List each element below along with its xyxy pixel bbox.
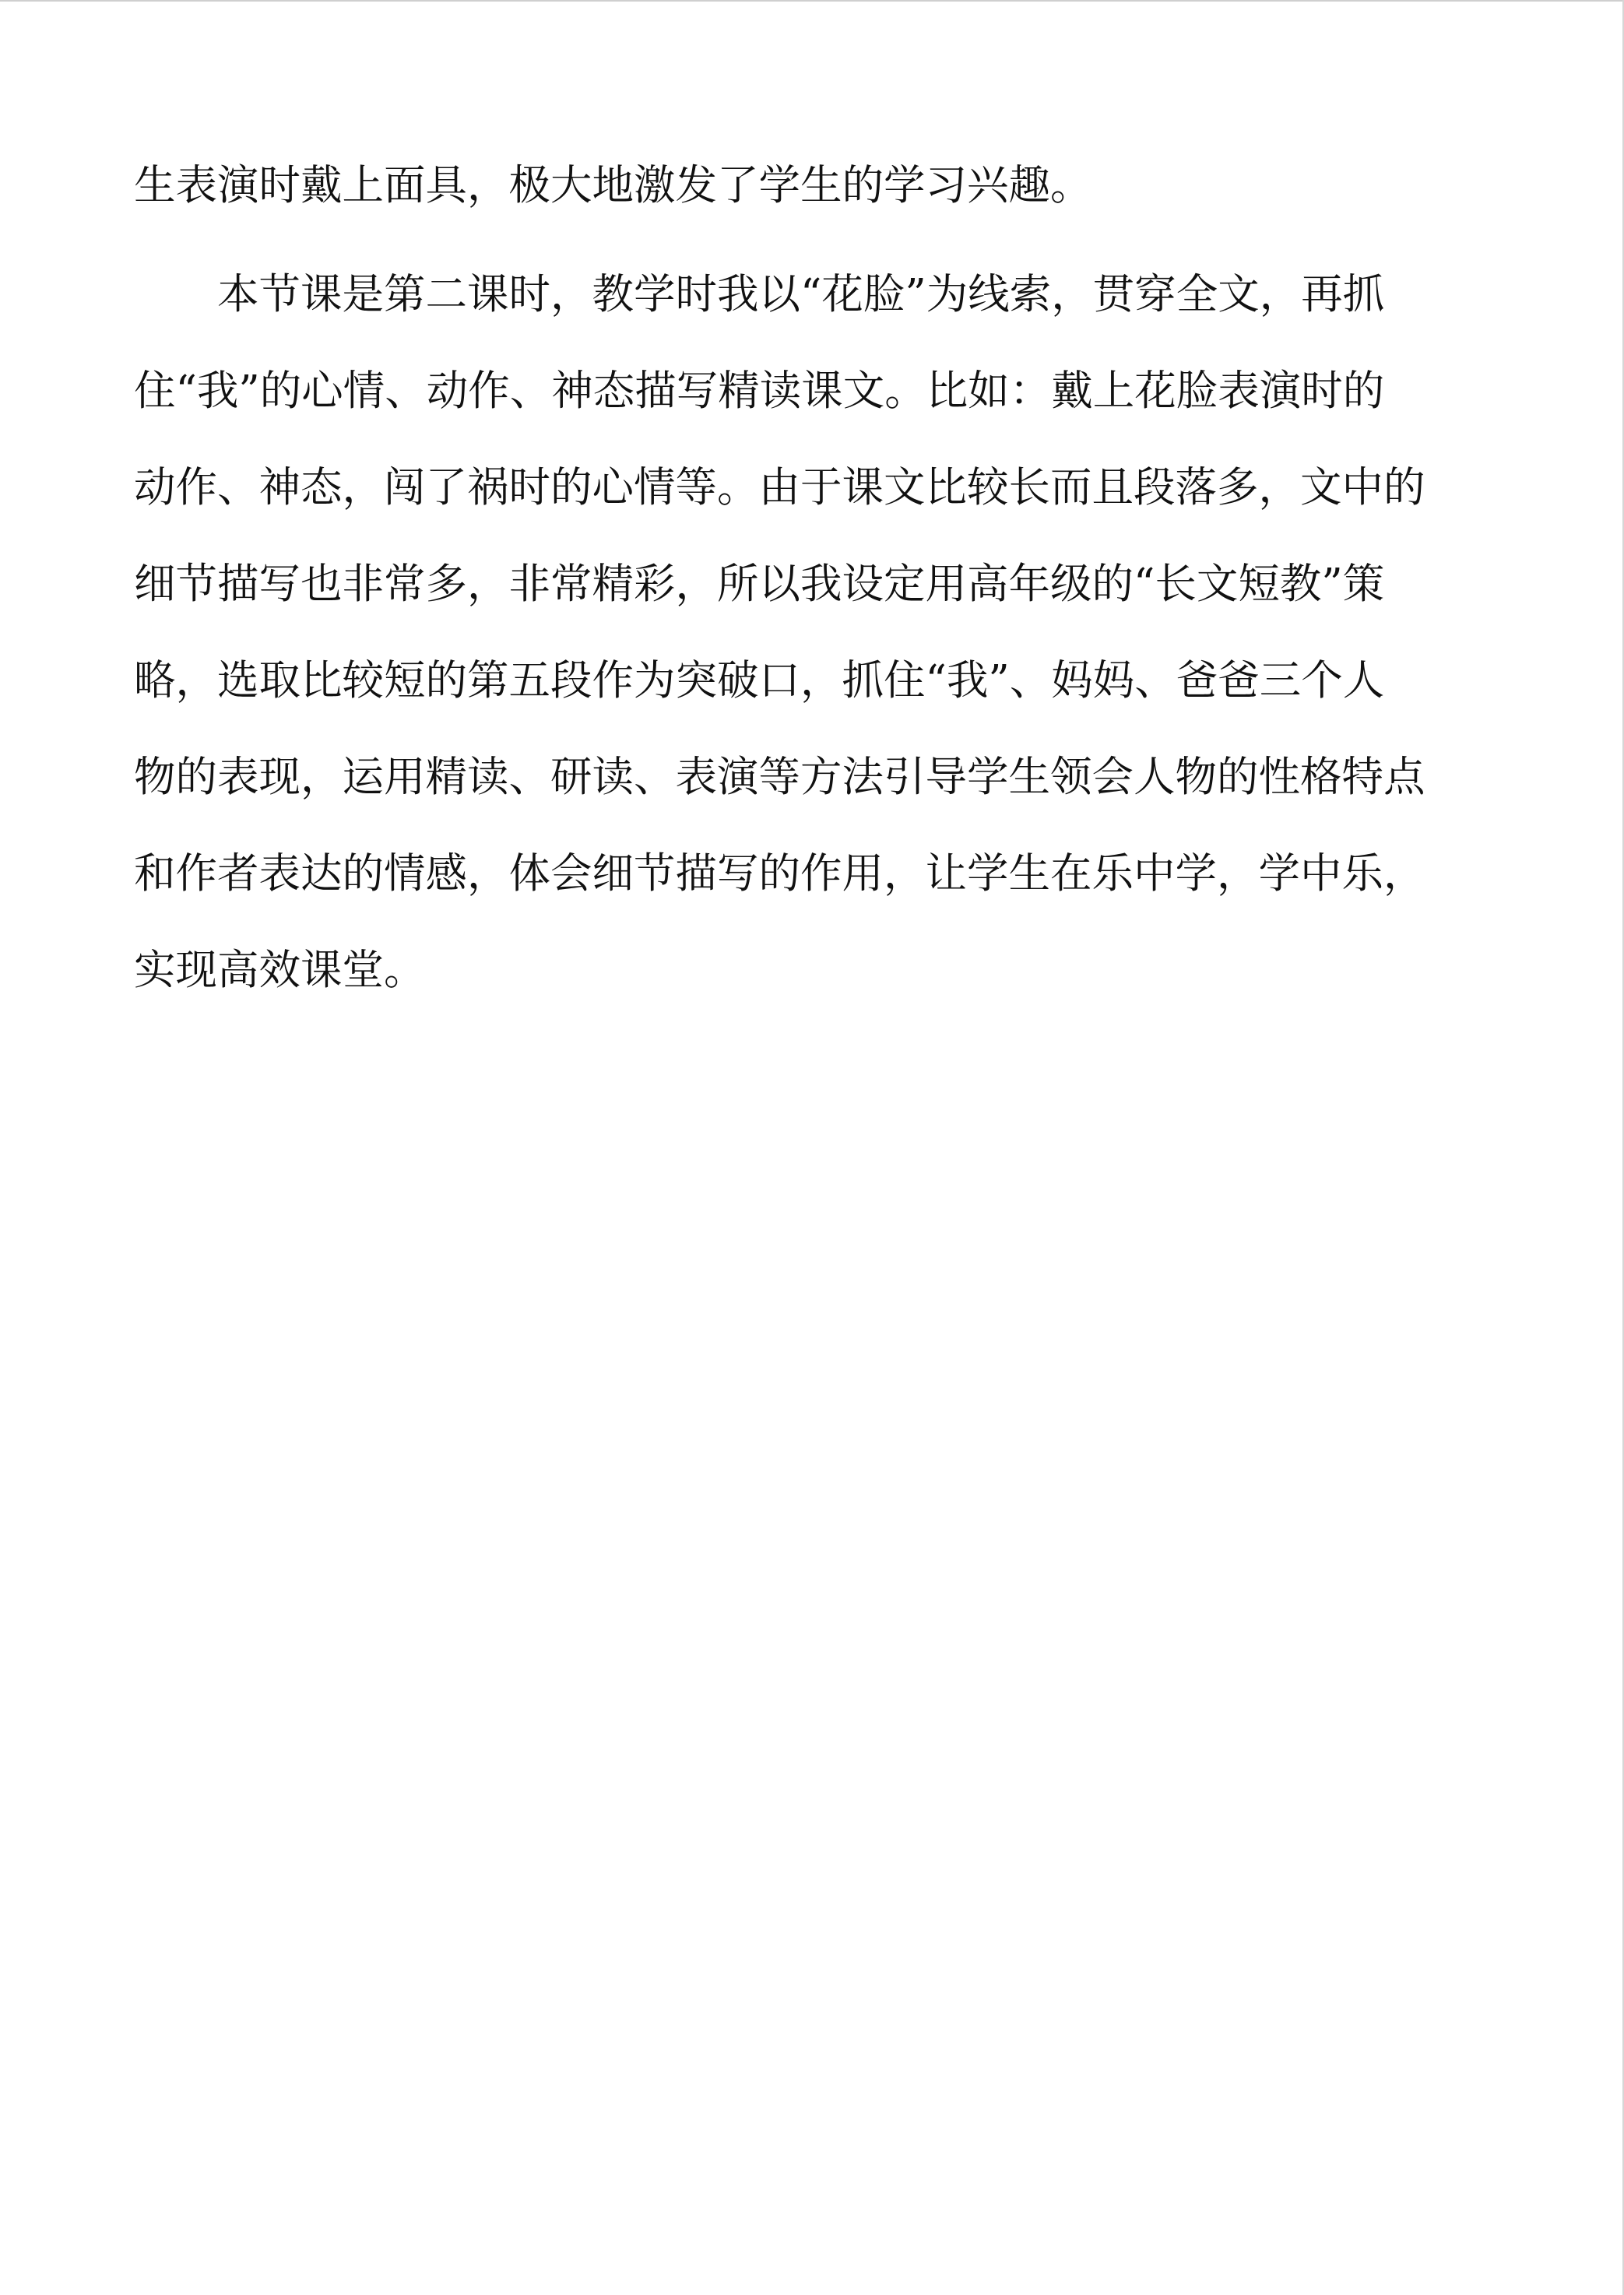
paragraph-2-line-6: 物的表现，运用精读、研读、表演等方法引导学生领会人物的性格特点 — [134, 752, 1425, 801]
body-text — [134, 152, 1484, 1033]
paragraph-2-line-1: 本节课是第二课时，教学时我以“花脸”为线索，贯穿全文，再抓 — [217, 269, 1385, 318]
paragraph-2-line-2: 住“我”的心情、动作、神态描写精读课文。比如：戴上花脸表演时的 — [134, 366, 1385, 415]
page-top-border — [0, 0, 1624, 2]
paragraph-2-line-4: 细节描写也非常多，非常精彩，所以我设定用高年级的“长文短教”策 — [134, 559, 1385, 608]
paragraph-1-line-1: 生表演时戴上面具，极大地激发了学生的学习兴趣。 — [134, 160, 1092, 209]
paragraph-2-line-8: 实现高效课堂。 — [134, 945, 426, 994]
paragraph-2-line-5: 略，选取比较短的第五段作为突破口，抓住“我”、妈妈、爸爸三个人 — [134, 655, 1385, 705]
paragraph-2-line-3: 动作、神态，闯了祸时的心情等。由于课文比较长而且段落多，文中的 — [134, 462, 1425, 511]
paragraph-2-line-7: 和作者表达的情感，体会细节描写的作用，让学生在乐中学，学中乐， — [134, 849, 1425, 898]
